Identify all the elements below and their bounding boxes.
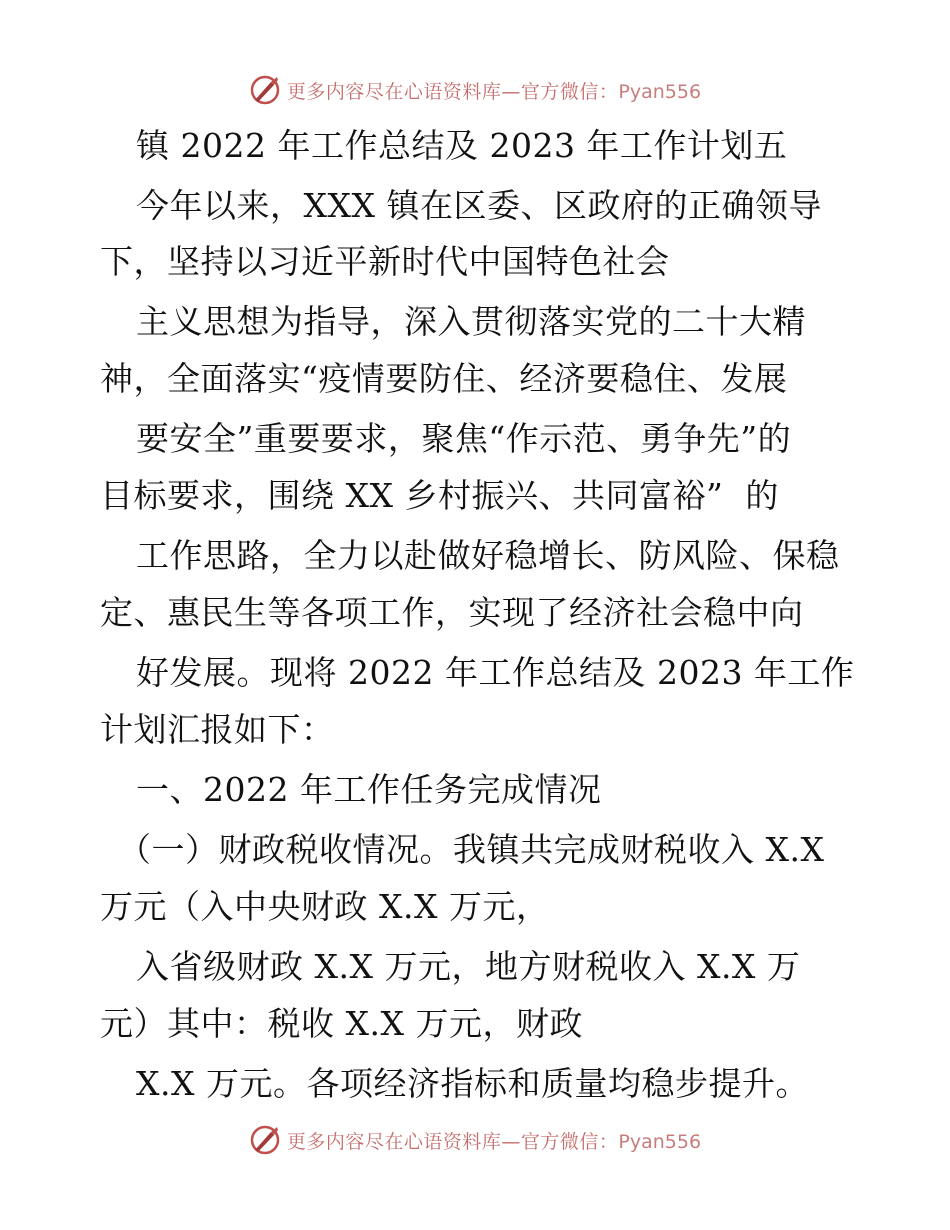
- text-line: 今年以来，XXX 镇在区委、区政府的正确领导: [136, 186, 822, 225]
- text-line: 下，坚持以习近平新时代中国特色社会: [100, 242, 670, 281]
- text-line: 神，全面落实“疫情要防住、经济要稳住、发展: [100, 359, 788, 398]
- watermark-text: 更多内容尽在心语资料库—官方微信：Pyan556: [286, 80, 702, 103]
- section-heading: 一、2022 年工作任务完成情况: [136, 770, 602, 809]
- text-line: 目标要求，围绕 XX 乡村振兴、共同富裕” 的: [100, 476, 779, 515]
- quill-logo-icon: [249, 1124, 281, 1156]
- text-line: 万元（入中央财政 X.X 万元，: [100, 887, 550, 926]
- subsection-heading: （一）财政税收情况。我镇共完成财税收入 X.X: [118, 830, 825, 869]
- header-watermark: [0, 70, 950, 110]
- text-line: 主义思想为指导，深入贯彻落实党的二十大精: [136, 302, 806, 341]
- footer-watermark: [0, 1120, 950, 1160]
- text-line: 好发展。现将 2022 年工作总结及 2023 年工作: [136, 653, 855, 692]
- text-line: 要安全”重要要求，聚焦“作示范、勇争先”的: [136, 419, 792, 458]
- text-line: 入省级财政 X.X 万元，地方财税收入 X.X 万: [136, 947, 801, 986]
- text-line: X.X 万元。各项经济指标和质量均稳步提升。: [136, 1064, 809, 1103]
- quill-logo-icon: [249, 74, 281, 106]
- watermark-text: 更多内容尽在心语资料库—官方微信：Pyan556: [286, 1130, 702, 1153]
- text-line: 元）其中：税收 X.X 万元，财政: [100, 1004, 583, 1043]
- text-line: 计划汇报如下：: [100, 710, 335, 749]
- text-line: 工作思路，全力以赴做好稳增长、防风险、保稳: [136, 536, 840, 575]
- text-line: 定、惠民生等各项工作，实现了经济社会稳中向: [100, 593, 804, 632]
- document-title: 镇 2022 年工作总结及 2023 年工作计划五: [136, 126, 788, 165]
